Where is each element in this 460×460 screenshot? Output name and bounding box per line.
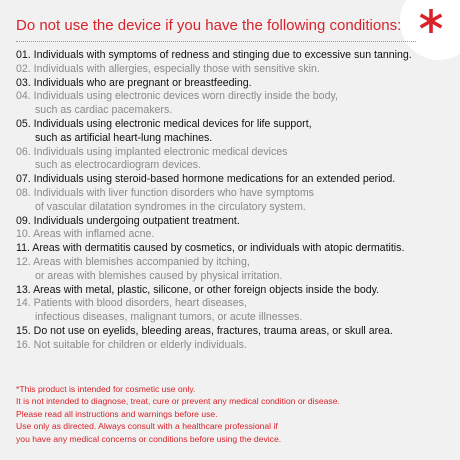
condition-line: 01. Individuals with symptoms of redness and stinging due to excessive sun tanning.	[16, 49, 412, 61]
condition-item	[16, 187, 412, 215]
asterisk-icon	[416, 6, 446, 36]
condition-line: 08. Individuals with liver function disorders who have symptoms	[16, 186, 314, 199]
condition-line-continued: such as cardiac pacemakers.	[35, 104, 173, 117]
disclaimer-line: Please read all instructions and warnings before use.	[16, 408, 218, 419]
condition-line: 16. Not suitable for children or elderly individuals.	[16, 338, 247, 351]
condition-item	[16, 173, 412, 187]
condition-line: 06. Individuals using implanted electronic medical devices	[16, 145, 288, 158]
condition-line: 02. Individuals with allergies, especially those with sensitive skin.	[16, 62, 320, 75]
condition-line: 13. Areas with metal, plastic, silicone, or other foreign objects inside the body.	[16, 283, 380, 296]
condition-line-continued: or areas with blemishes caused by physical irritation.	[35, 269, 283, 282]
condition-line: 15. Do not use on eyelids, bleeding areas, fractures, trauma areas, or skull area.	[16, 324, 393, 337]
dotted-divider	[16, 41, 416, 42]
condition-line-continued: such as artificial heart-lung machines.	[35, 131, 213, 144]
condition-line: 12. Areas with blemishes accompanied by itching,	[16, 255, 250, 268]
conditions-list	[16, 49, 412, 353]
condition-line: 05. Individuals using electronic medical devices for life support,	[16, 117, 312, 130]
condition-item	[16, 242, 412, 256]
condition-item	[16, 77, 412, 91]
condition-item	[16, 146, 412, 174]
condition-line: 04. Individuals using electronic devices worn directly inside the body,	[16, 90, 338, 103]
condition-item	[16, 63, 412, 77]
condition-item	[16, 118, 412, 146]
disclaimer-line: It is not intended to diagnose, treat, cure or prevent any medical condition or disease.	[16, 396, 340, 407]
disclaimer-line: Use only as directed. Always consult with a healthcare professional if	[16, 421, 278, 432]
disclaimer-line: *This product is intended for cosmetic use only.	[16, 384, 196, 394]
condition-line: 03. Individuals who are pregnant or breastfeeding.	[16, 76, 252, 89]
condition-item	[16, 90, 412, 118]
condition-line-continued: such as electrocardiogram devices.	[35, 159, 202, 172]
disclaimer	[16, 383, 340, 445]
condition-item	[16, 297, 412, 325]
condition-item	[16, 215, 412, 229]
condition-item	[16, 325, 412, 339]
condition-item	[16, 284, 412, 298]
page-title: Do not use the device if you have the following conditions:	[16, 17, 402, 34]
condition-item	[16, 228, 412, 242]
condition-line: 07. Individuals using steroid-based hormone medications for an extended period.	[16, 173, 396, 186]
condition-item	[16, 256, 412, 284]
condition-line-continued: infectious diseases, malignant tumors, or acute illnesses.	[35, 311, 303, 324]
condition-item	[16, 339, 412, 353]
condition-line: 14. Patients with blood disorders, heart diseases,	[16, 297, 247, 310]
condition-line-continued: of vascular dilatation syndromes in the circulatory system.	[35, 200, 306, 213]
condition-line: 09. Individuals undergoing outpatient treatment.	[16, 214, 240, 227]
disclaimer-line: you have any medical concerns or conditions before using the device.	[16, 433, 282, 444]
condition-item	[16, 49, 412, 63]
condition-line: 10. Areas with inflamed acne.	[16, 228, 155, 241]
condition-line: 11. Areas with dermatitis caused by cosmetics, or individuals with atopic dermatitis.	[16, 242, 405, 255]
